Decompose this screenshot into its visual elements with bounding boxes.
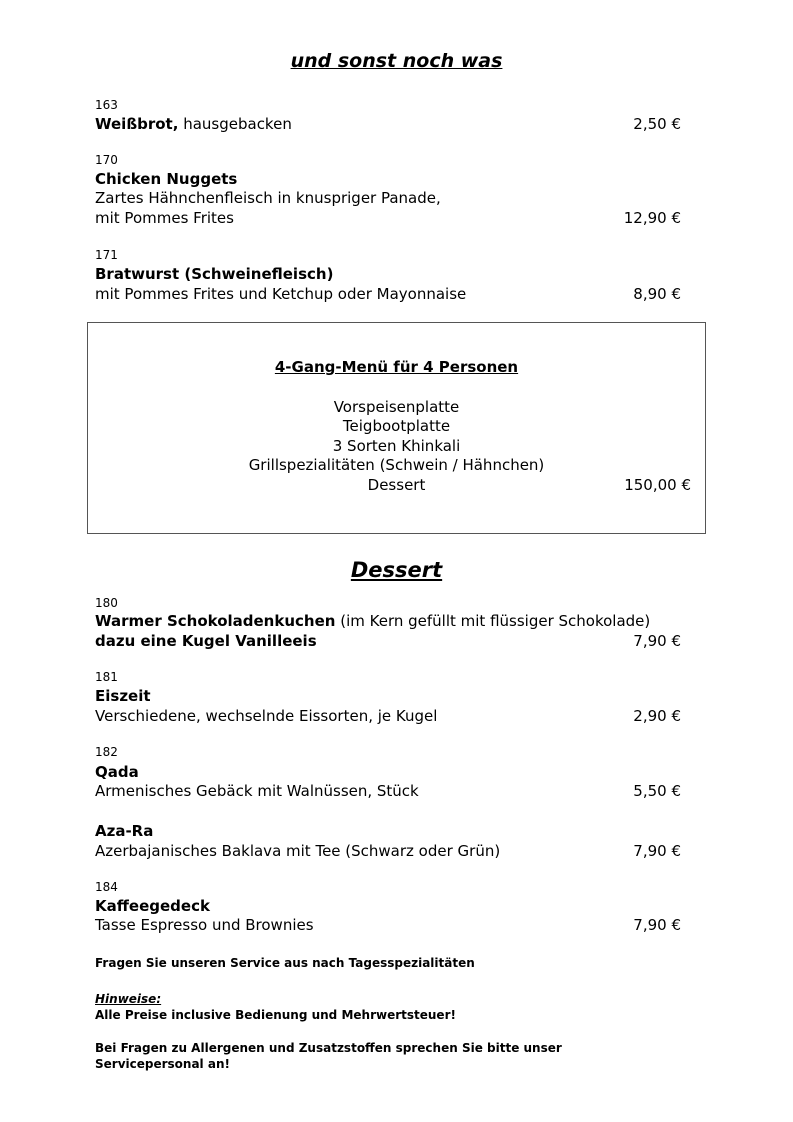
item-name: Qada — [95, 763, 139, 781]
item-name-rest: (im Kern gefüllt mit flüssiger Schokolade) — [335, 612, 651, 630]
item-description: Zartes Hähnchenfleisch in knuspriger Panade, — [95, 189, 441, 207]
set-menu-course: Dessert — [367, 476, 426, 494]
section-title-dessert: Dessert — [350, 558, 443, 582]
item-number: 170 — [95, 153, 118, 167]
item-number: 171 — [95, 248, 118, 262]
item-description: Azerbajanisches Baklava mit Tee (Schwarz oder Grün) — [95, 842, 501, 860]
item-price: 12,90 € — [623, 209, 681, 227]
item-number: 182 — [95, 745, 118, 759]
item-title — [95, 612, 650, 630]
item-name: Chicken Nuggets — [95, 170, 238, 188]
set-menu-price: 150,00 € — [624, 476, 691, 494]
item-price: 8,90 € — [633, 285, 681, 303]
item-price: 7,90 € — [633, 916, 681, 934]
allergens-note-continued: Servicepersonal an! — [95, 1057, 230, 1071]
item-name-rest: hausgebacken — [178, 115, 292, 133]
item-description: Verschiedene, wechselnde Eissorten, je Kugel — [95, 707, 438, 725]
service-note: Fragen Sie unseren Service aus nach Tagesspezialitäten — [95, 956, 475, 970]
item-name: Bratwurst (Schweinefleisch) — [95, 265, 334, 283]
item-price: 2,90 € — [633, 707, 681, 725]
set-menu-course: 3 Sorten Khinkali — [332, 437, 461, 455]
set-menu-course: Grillspezialitäten (Schwein / Hähnchen) — [248, 456, 545, 474]
item-number: 181 — [95, 670, 118, 684]
section-title-others: und sonst noch was — [290, 50, 503, 72]
item-description: Armenisches Gebäck mit Walnüssen, Stück — [95, 782, 419, 800]
item-title — [95, 115, 292, 133]
item-price: 7,90 € — [633, 632, 681, 650]
item-description: dazu eine Kugel Vanilleeis — [95, 632, 317, 650]
allergens-note: Bei Fragen zu Allergenen und Zusatzstoffen sprechen Sie bitte unser — [95, 1041, 562, 1055]
item-price: 5,50 € — [633, 782, 681, 800]
item-number: 184 — [95, 880, 118, 894]
prices-note: Alle Preise inclusive Bedienung und Mehrwertsteuer! — [95, 1008, 456, 1022]
set-menu-title: 4-Gang-Menü für 4 Personen — [274, 358, 519, 376]
item-description: mit Pommes Frites — [95, 209, 234, 227]
hints-heading: Hinweise: — [95, 992, 162, 1006]
item-name: Kaffeegedeck — [95, 897, 210, 915]
item-number: 180 — [95, 596, 118, 610]
item-description: Tasse Espresso und Brownies — [95, 916, 314, 934]
item-price: 2,50 € — [633, 115, 681, 133]
set-menu-course: Teigbootplatte — [342, 417, 451, 435]
item-price: 7,90 € — [633, 842, 681, 860]
item-name: Aza-Ra — [95, 822, 154, 840]
set-menu-course: Vorspeisenplatte — [333, 398, 460, 416]
item-description: mit Pommes Frites und Ketchup oder Mayonnaise — [95, 285, 467, 303]
item-name: Warmer Schokoladenkuchen — [95, 612, 336, 630]
item-name: Eiszeit — [95, 687, 151, 705]
item-number: 163 — [95, 98, 118, 112]
item-name: Weißbrot, — [95, 115, 179, 133]
